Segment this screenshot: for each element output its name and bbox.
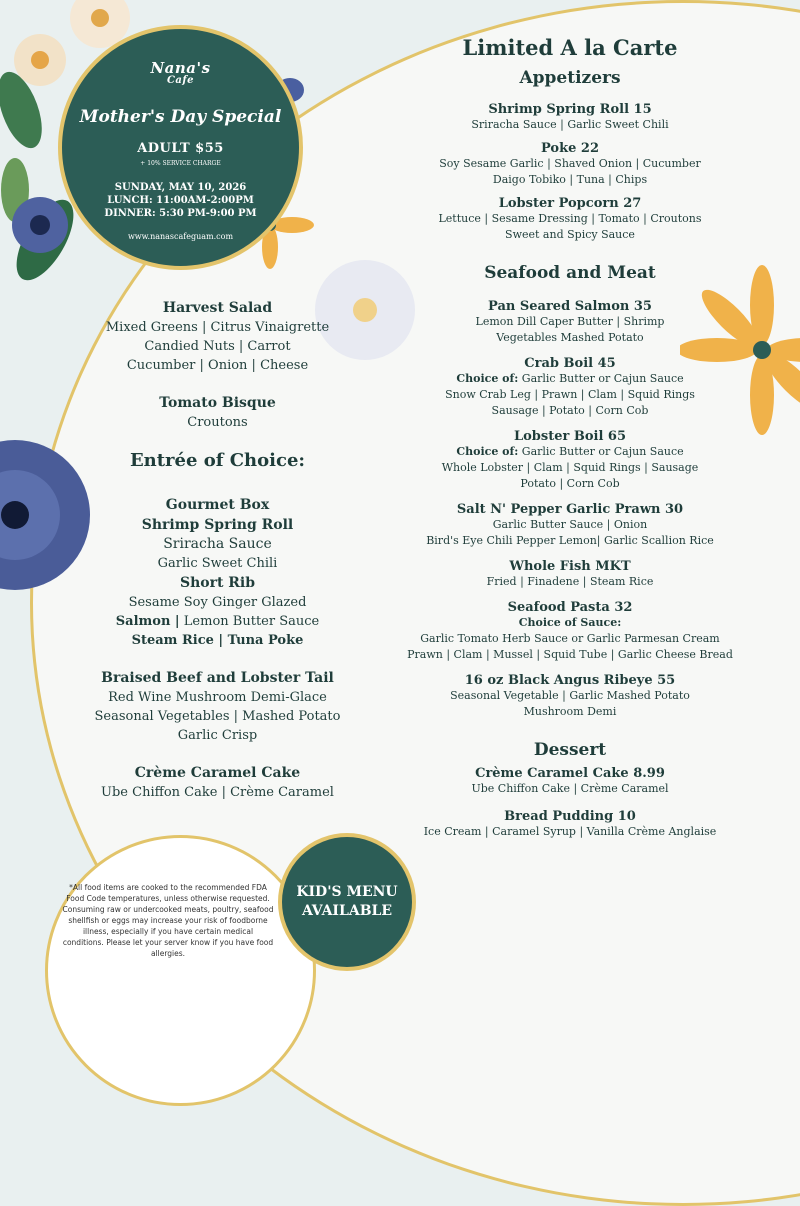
entree-heading: Entrée of Choice: bbox=[129, 450, 306, 471]
lobster-name: Lobster Boil 65 bbox=[513, 429, 627, 444]
crab-name: Crab Boil 45 bbox=[524, 356, 616, 371]
lobster-desc-1: Whole Lobster | Clam | Squid Rings | Sausage bbox=[441, 461, 699, 474]
prawn-name: Salt N' Pepper Garlic Prawn 30 bbox=[456, 502, 684, 517]
beef-lobster: Braised Beef and Lobster Tail bbox=[101, 670, 334, 686]
salad-desc-1: Mixed Greens | Citrus Vinaigrette bbox=[105, 320, 330, 335]
ribeye-desc-2: Mushroom Demi bbox=[523, 705, 617, 718]
adult-price: ADULT $55 bbox=[137, 141, 224, 156]
lobster-desc-2: Potato | Corn Cob bbox=[520, 477, 620, 490]
set-menu bbox=[85, 298, 350, 802]
soup-desc: Croutons bbox=[187, 415, 248, 430]
event-title: Mother's Day Special bbox=[79, 107, 282, 127]
ribeye-desc-1: Seasonal Vegetable | Garlic Mashed Potato bbox=[450, 689, 690, 702]
logo bbox=[62, 59, 299, 86]
dessert-cake-desc: Ube Chiffon Cake | Crème Caramel bbox=[471, 782, 669, 795]
appetizer-2-desc-2: Daigo Tobiko | Tuna | Chips bbox=[492, 173, 648, 186]
salmon-desc-2: Vegetables Mashed Potato bbox=[496, 331, 644, 344]
kids-menu-badge bbox=[278, 833, 416, 971]
rice-poke: Steam Rice | Tuna Poke bbox=[131, 633, 304, 648]
salmon-name: Pan Seared Salmon 35 bbox=[488, 299, 652, 314]
shrimp-desc-2: Garlic Sweet Chili bbox=[157, 556, 278, 571]
short-rib: Short Rib bbox=[179, 575, 256, 591]
dinner-hours: DINNER: 5:30 PM-9:00 PM bbox=[104, 208, 257, 219]
shrimp-desc-1: Sriracha Sauce bbox=[163, 536, 272, 552]
appetizer-3-desc-1: Lettuce | Sesame Dressing | Tomato | Croutons bbox=[438, 212, 702, 225]
event-date: SUNDAY, MAY 10, 2026 bbox=[114, 182, 247, 193]
crab-desc-1: Snow Crab Leg | Prawn | Clam | Squid Rings bbox=[445, 388, 695, 401]
short-rib-desc: Sesame Soy Ginger Glazed bbox=[128, 595, 307, 610]
cake-desc: Ube Chiffon Cake | Crème Caramel bbox=[101, 785, 334, 800]
cake-name: Crème Caramel Cake bbox=[134, 765, 301, 781]
shrimp-roll: Shrimp Spring Roll bbox=[141, 517, 294, 533]
salmon-desc-1: Lemon Dill Caper Butter | Shrimp bbox=[475, 315, 665, 328]
lobster-choice-desc: Garlic Butter or Cajun Sauce bbox=[518, 445, 684, 458]
event-schedule bbox=[62, 181, 299, 220]
pasta-choice-label: Choice of Sauce: bbox=[518, 616, 622, 629]
seafood-heading: Seafood and Meat bbox=[484, 263, 656, 283]
soup-name: Tomato Bisque bbox=[159, 395, 276, 411]
notice-circle bbox=[45, 835, 316, 1106]
prawn-desc-2: Bird's Eye Chili Pepper Lemon| Garlic Scallion Rice bbox=[426, 534, 714, 547]
beef-desc-2: Seasonal Vegetables | Mashed Potato bbox=[94, 709, 341, 724]
pasta-desc-1: Garlic Tomato Herb Sauce or Garlic Parmesan Cream bbox=[420, 632, 720, 645]
dessert-heading: Dessert bbox=[533, 740, 607, 760]
pasta-desc-2: Prawn | Clam | Mussel | Squid Tube | Garlic Cheese Bread bbox=[407, 648, 733, 661]
beef-desc-1: Red Wine Mushroom Demi-Glace bbox=[108, 690, 327, 705]
logo-sub: Cafe bbox=[166, 75, 195, 86]
pasta-name: Seafood Pasta 32 bbox=[507, 600, 633, 615]
salad-desc-2: Candied Nuts | Carrot bbox=[144, 339, 291, 354]
appetizer-3-desc-2: Sweet and Spicy Sauce bbox=[505, 228, 635, 241]
crab-choice bbox=[370, 371, 770, 387]
salmon-line bbox=[85, 612, 350, 631]
carte-title: Limited A la Carte bbox=[462, 35, 678, 60]
appetizer-3-name: Lobster Popcorn 27 bbox=[498, 196, 642, 211]
lobster-choice-label: Choice of: bbox=[456, 445, 519, 458]
logo-name: Nana's bbox=[150, 59, 211, 77]
salad-name: Harvest Salad bbox=[162, 300, 273, 316]
pudding-desc: Ice Cream | Caramel Syrup | Vanilla Crème Anglaise bbox=[423, 825, 717, 838]
lobster-choice bbox=[370, 444, 770, 460]
fish-desc: Fried | Finadene | Steam Rice bbox=[486, 575, 654, 588]
dessert-cake-name: Crème Caramel Cake 8.99 bbox=[475, 766, 665, 781]
beef-desc-3: Garlic Crisp bbox=[177, 728, 258, 743]
prawn-desc-1: Garlic Butter Sauce | Onion bbox=[492, 518, 648, 531]
kids-line-1: KID'S MENU bbox=[296, 884, 398, 900]
lunch-hours: LUNCH: 11:00AM-2:00PM bbox=[107, 195, 254, 206]
salmon-desc: Lemon Butter Sauce bbox=[179, 614, 320, 629]
appetizer-1-name: Shrimp Spring Roll 15 bbox=[488, 102, 652, 117]
service-charge: + 10% SERVICE CHARGE bbox=[140, 160, 221, 167]
crab-choice-label: Choice of: bbox=[456, 372, 519, 385]
food-safety-notice: *All food items are cooked to the recommended FDA Food Code temperatures, unless otherwise requested. Consuming raw or undercooked meats, poultry, seafood shellfish or eggs may increase your risk of foodborne illness, especially if you have certain medical conditions. Please let your server know if you have food allergies. bbox=[62, 883, 274, 958]
website-url[interactable]: www.nanascafeguam.com bbox=[127, 232, 234, 241]
appetizer-2-name: Poke 22 bbox=[541, 141, 599, 156]
a-la-carte-menu bbox=[370, 35, 770, 840]
fish-name: Whole Fish MKT bbox=[509, 559, 631, 574]
gourmet-box: Gourmet Box bbox=[165, 497, 270, 513]
crab-desc-2: Sausage | Potato | Corn Cob bbox=[491, 404, 649, 417]
kids-line-2: AVAILABLE bbox=[301, 903, 393, 919]
event-badge bbox=[58, 25, 303, 270]
appetizer-1-desc: Sriracha Sauce | Garlic Sweet Chili bbox=[471, 118, 669, 131]
ribeye-name: 16 oz Black Angus Ribeye 55 bbox=[464, 673, 676, 688]
crab-choice-desc: Garlic Butter or Cajun Sauce bbox=[518, 372, 684, 385]
appetizer-2-desc-1: Soy Sesame Garlic | Shaved Onion | Cucumber bbox=[439, 157, 701, 170]
pudding-name: Bread Pudding 10 bbox=[504, 809, 636, 824]
salmon-label: Salmon | bbox=[115, 614, 180, 629]
appetizers-heading: Appetizers bbox=[519, 68, 621, 88]
salad-desc-3: Cucumber | Onion | Cheese bbox=[126, 358, 309, 373]
